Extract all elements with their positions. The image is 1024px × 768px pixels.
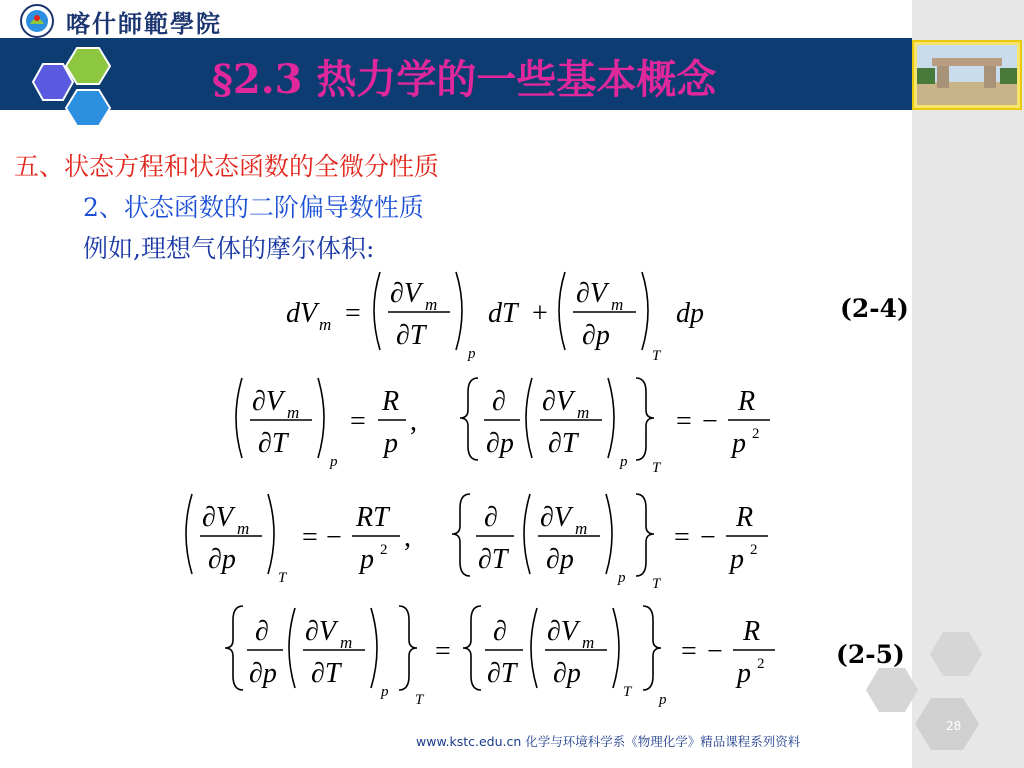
svg-text:R: R xyxy=(382,386,400,417)
svg-text:=: = xyxy=(345,298,361,329)
svg-text:∂: ∂ xyxy=(484,502,498,533)
svg-text:=: = xyxy=(674,522,690,553)
svg-text:dp: dp xyxy=(676,298,704,329)
svg-text:p: p xyxy=(381,684,389,700)
svg-text:p: p xyxy=(737,658,751,689)
svg-text:2: 2 xyxy=(750,542,758,558)
svg-text:∂p: ∂p xyxy=(582,320,610,351)
svg-text:p: p xyxy=(618,570,626,586)
svg-text:R: R xyxy=(738,386,756,417)
svg-text:m: m xyxy=(319,315,332,334)
svg-text:=: = xyxy=(350,406,366,437)
svg-text:∂V: ∂V xyxy=(305,616,336,647)
svg-text:=: = xyxy=(676,406,692,437)
svg-text:p: p xyxy=(330,454,338,470)
svg-text:∂p: ∂p xyxy=(208,544,236,575)
svg-text:−: − xyxy=(326,522,342,553)
svg-text:∂V: ∂V xyxy=(390,278,421,309)
svg-text:∂p: ∂p xyxy=(249,658,277,689)
equation-2-4 xyxy=(280,262,720,367)
svg-text:∂V: ∂V xyxy=(542,386,573,417)
school-name-logo: 喀什師範學院 xyxy=(66,9,222,38)
svg-text:∂V: ∂V xyxy=(252,386,283,417)
svg-text:∂V: ∂V xyxy=(576,278,607,309)
svg-text:m: m xyxy=(575,519,588,538)
svg-text:p: p xyxy=(732,428,746,459)
svg-text:−: − xyxy=(700,522,716,553)
slide-title: §2.3 热力学的一些基本概念 xyxy=(212,56,717,103)
svg-text:∂T: ∂T xyxy=(396,320,426,351)
svg-text:dV: dV xyxy=(286,298,318,329)
equation-number-2-5: (2-5) xyxy=(836,640,905,669)
svg-text:2: 2 xyxy=(757,656,765,672)
svg-text:p: p xyxy=(468,346,476,362)
svg-text:+: + xyxy=(532,298,548,329)
svg-text:m: m xyxy=(287,403,300,422)
svg-text:∂p: ∂p xyxy=(486,428,514,459)
svg-text:T: T xyxy=(652,348,661,364)
section-heading: 五、状态方程和状态函数的全微分性质 xyxy=(14,152,440,181)
svg-text:m: m xyxy=(237,519,250,538)
svg-text:∂V: ∂V xyxy=(547,616,578,647)
svg-text:m: m xyxy=(425,295,438,314)
svg-text:−: − xyxy=(702,406,718,437)
footer-text: www.kstc.edu.cn 化学与环境科学系《物理化学》精品课程系列资料 xyxy=(416,734,801,749)
svg-text:T: T xyxy=(278,570,287,586)
svg-text:T: T xyxy=(623,684,632,700)
svg-text:2: 2 xyxy=(380,542,388,558)
svg-text:,: , xyxy=(410,406,417,437)
svg-text:=: = xyxy=(435,636,451,667)
page-number: 28 xyxy=(946,719,962,733)
subsection-heading: 2、状态函数的二阶偏导数性质 xyxy=(83,193,424,222)
svg-text:∂p: ∂p xyxy=(553,658,581,689)
svg-text:T: T xyxy=(415,692,424,708)
svg-text:∂T: ∂T xyxy=(258,428,288,459)
svg-text:∂V: ∂V xyxy=(540,502,571,533)
svg-text:−: − xyxy=(707,636,723,667)
svg-text:,: , xyxy=(404,522,411,553)
svg-text:∂V: ∂V xyxy=(202,502,233,533)
campus-gate-photo xyxy=(912,40,1022,110)
svg-text:RT: RT xyxy=(356,502,389,533)
svg-text:R: R xyxy=(743,616,761,647)
equation-2-5 xyxy=(225,600,785,712)
svg-text:T: T xyxy=(652,460,661,476)
svg-text:p: p xyxy=(659,692,667,708)
svg-text:∂T: ∂T xyxy=(478,544,508,575)
svg-text:∂T: ∂T xyxy=(487,658,517,689)
svg-text:p: p xyxy=(384,428,398,459)
svg-text:m: m xyxy=(577,403,590,422)
school-emblem-icon xyxy=(20,4,54,38)
example-text: 例如,理想气体的摩尔体积: xyxy=(83,234,375,263)
svg-text:R: R xyxy=(736,502,754,533)
svg-text:∂p: ∂p xyxy=(546,544,574,575)
equation-row-3 xyxy=(180,488,800,596)
svg-text:=: = xyxy=(302,522,318,553)
svg-text:∂: ∂ xyxy=(255,616,269,647)
svg-text:∂: ∂ xyxy=(493,616,507,647)
svg-text:2: 2 xyxy=(752,426,760,442)
svg-text:∂T: ∂T xyxy=(311,658,341,689)
svg-text:p: p xyxy=(620,454,628,470)
svg-text:∂T: ∂T xyxy=(548,428,578,459)
svg-text:p: p xyxy=(730,544,744,575)
svg-text:m: m xyxy=(611,295,624,314)
svg-text:p: p xyxy=(360,544,374,575)
svg-text:=: = xyxy=(681,636,697,667)
svg-text:dT: dT xyxy=(488,298,518,329)
svg-text:m: m xyxy=(582,633,595,652)
hexagon-decoration xyxy=(10,44,130,144)
svg-text:T: T xyxy=(652,576,661,592)
equation-row-2 xyxy=(230,372,790,480)
svg-text:m: m xyxy=(340,633,353,652)
equation-number-2-4: (2-4) xyxy=(840,294,909,323)
svg-text:∂: ∂ xyxy=(492,386,506,417)
